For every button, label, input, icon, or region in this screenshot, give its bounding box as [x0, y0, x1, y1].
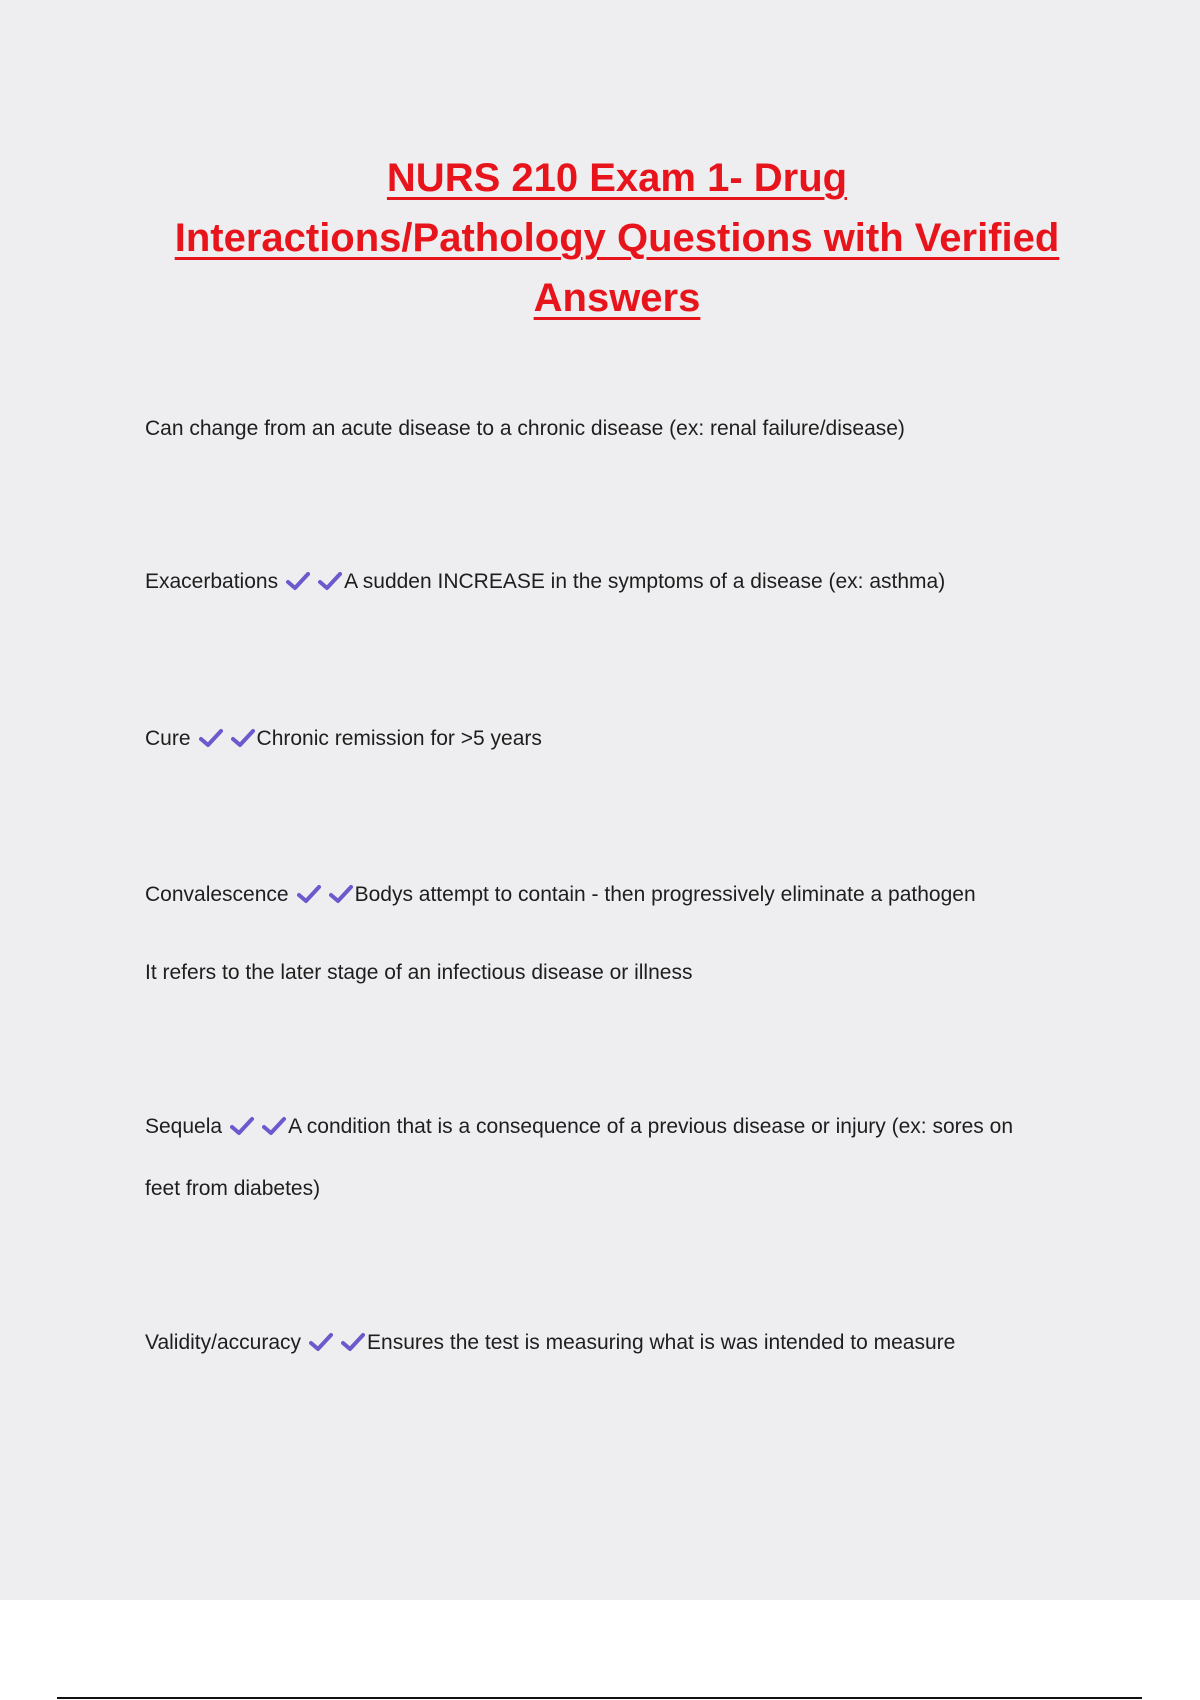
answer: Chronic remission for >5 years [256, 727, 542, 750]
checkmark-icon [262, 1116, 286, 1136]
term: Convalescence [145, 883, 289, 906]
title-line-2: Interactions/Pathology Questions with Verified [174, 216, 1060, 260]
checkmark-icon [341, 1332, 365, 1352]
qa-entry-exacerbations [145, 567, 1075, 597]
qa-entry-validity [145, 1328, 1075, 1358]
checkmark-icon [230, 1116, 254, 1136]
qa-entry-sequela [145, 1112, 1075, 1200]
answer: A condition that is a consequence of a previous disease or injury (ex: sores on [288, 1115, 1013, 1138]
checkmark-icon [286, 571, 310, 591]
title-line-1: NURS 210 Exam 1- Drug [386, 156, 848, 200]
title-line-3: Answers [533, 276, 701, 320]
answer: Ensures the test is measuring what is was intended to measure [367, 1331, 956, 1354]
footer-rule [57, 1697, 1142, 1699]
term: Validity/accuracy [145, 1331, 302, 1354]
answer: Bodys attempt to contain - then progressively eliminate a pathogen [354, 883, 976, 906]
document-title [130, 148, 1104, 328]
answer-continuation: It refers to the later stage of an infectious disease or illness [145, 961, 693, 984]
answer-continuation: feet from diabetes) [145, 1177, 321, 1200]
checkmark-icon [309, 1332, 333, 1352]
term: Sequela [145, 1115, 223, 1138]
term: Exacerbations [145, 570, 279, 593]
qa-entry-cure [145, 724, 1075, 754]
checkmark-icon [329, 884, 353, 904]
checkmark-icon [297, 884, 321, 904]
qa-entry-convalescence [145, 880, 1075, 984]
intro-text: Can change from an acute disease to a chronic disease (ex: renal failure/disease) [145, 417, 905, 440]
checkmark-icon [199, 728, 223, 748]
term: Cure [145, 727, 191, 750]
checkmark-icon [318, 571, 342, 591]
checkmark-icon [231, 728, 255, 748]
answer: A sudden INCREASE in the symptoms of a disease (ex: asthma) [344, 570, 946, 593]
